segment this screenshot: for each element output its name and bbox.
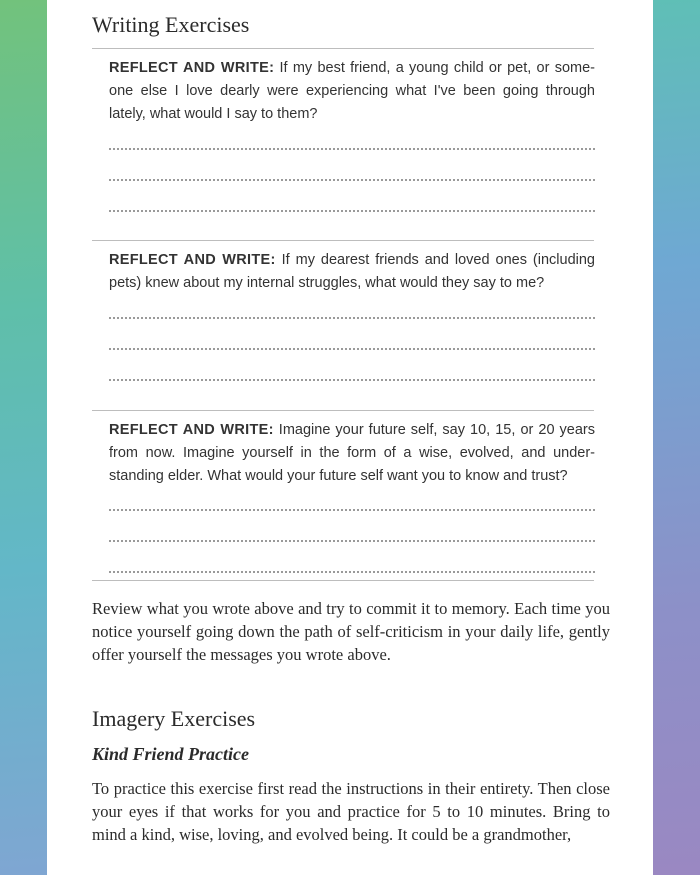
exercise-text: Imagine your future self, say 10, 15, or 20 years from now. Imagine yourself in the form of a wise, evolved, and under-standing elder. What would your future self want you to know and trust? bbox=[109, 422, 596, 484]
exercise-prompt-1 bbox=[109, 57, 595, 126]
writing-line[interactable] bbox=[109, 348, 595, 350]
left-gradient-border bbox=[0, 0, 47, 875]
section-heading-writing-exercises: Writing Exercises bbox=[92, 12, 250, 37]
writing-line[interactable] bbox=[109, 509, 595, 511]
kind-friend-paragraph: To practice this exercise first read the instructions in their entirety. Then close your eyes if that works for you and practice for 5 to 10 minutes. Bring to mind a kind, wise, loving, and evolved being. It could be a grandmother, bbox=[92, 779, 610, 844]
section-heading-imagery-exercises: Imagery Exercises bbox=[92, 706, 256, 731]
divider bbox=[92, 580, 594, 581]
right-gradient-border bbox=[653, 0, 700, 875]
exercise-text: If my dearest friends and loved ones (including pets) knew about my internal struggles, what would they say to me? bbox=[109, 252, 596, 291]
subheading-kind-friend-practice: Kind Friend Practice bbox=[92, 744, 249, 764]
writing-line[interactable] bbox=[109, 148, 595, 150]
writing-line[interactable] bbox=[109, 210, 595, 212]
book-page bbox=[47, 0, 653, 875]
exercise-label: REFLECT AND WRITE: bbox=[109, 252, 276, 268]
writing-line[interactable] bbox=[109, 317, 595, 319]
writing-line[interactable] bbox=[109, 571, 595, 573]
review-paragraph: Review what you wrote above and try to commit it to memory. Each time you notice yourself going down the path of self-criticism in your daily life, gently offer yourself the messages you wrote above. bbox=[92, 599, 610, 664]
writing-line[interactable] bbox=[109, 179, 595, 181]
exercise-prompt-3 bbox=[109, 419, 595, 488]
exercise-block-2 bbox=[92, 240, 594, 409]
exercise-block-1 bbox=[92, 48, 594, 239]
writing-line[interactable] bbox=[109, 379, 595, 381]
exercise-text: If my best friend, a young child or pet, or some-one else I love dearly were experiencing what I've been going through lately, what would I say to them? bbox=[109, 60, 596, 122]
exercise-prompt-2 bbox=[109, 249, 595, 295]
exercise-label: REFLECT AND WRITE: bbox=[109, 60, 275, 76]
writing-line[interactable] bbox=[109, 540, 595, 542]
exercise-label: REFLECT AND WRITE: bbox=[109, 422, 274, 438]
exercise-block-3 bbox=[92, 410, 594, 581]
